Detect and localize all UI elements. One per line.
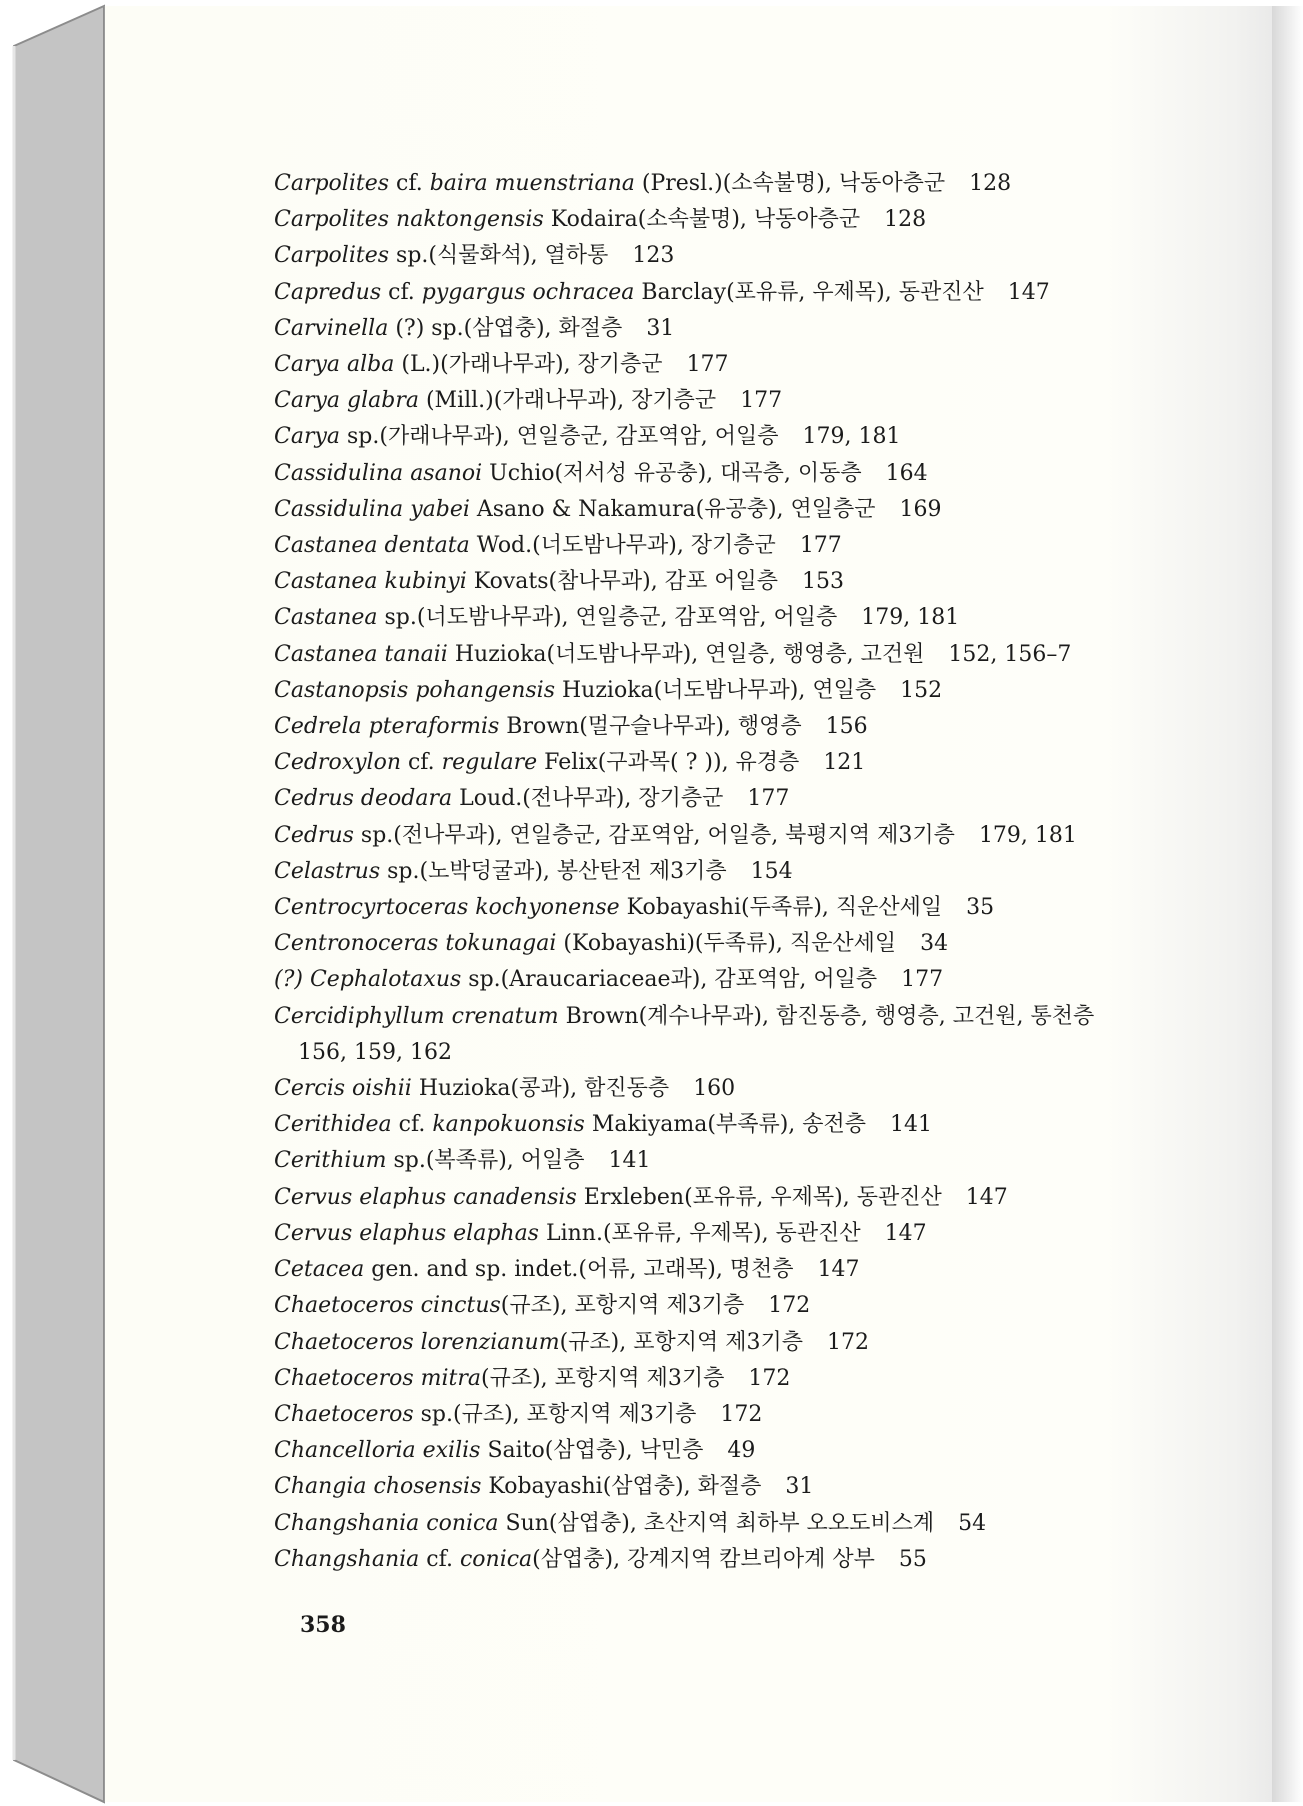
entry-species: exilis <box>422 1438 481 1464</box>
entry-description: Huzioka(너도밤나무과), 연일층, 행영층, 고건원 <box>447 641 925 667</box>
entry-qualifier <box>378 569 385 594</box>
entry-qualifier <box>414 1402 421 1427</box>
entry-description: sp.(노박덩굴과), 봉산탄전 제3기층 <box>387 858 727 884</box>
entry-genus: Cedrus <box>274 822 354 848</box>
entry-genus: Cercis <box>274 1076 346 1102</box>
entry-genus: Carya <box>274 352 341 378</box>
entry-description: (규조), 포항지역 제3기층 <box>481 1365 725 1391</box>
entry-qualifier: cf. <box>389 171 430 196</box>
entry-genus: Cerithidea <box>274 1112 392 1138</box>
entry-species: cinctus <box>420 1293 501 1319</box>
index-entry <box>274 890 1174 926</box>
entry-genus: Cassidulina <box>274 460 404 486</box>
index-entry <box>274 1180 1174 1216</box>
entry-genus: Carpolites <box>274 207 390 233</box>
entry-description: Huzioka(너도밤나무과), 연일층 <box>554 677 877 703</box>
entry-species: pygargus ochracea <box>421 279 635 305</box>
index-entry <box>274 637 1174 673</box>
index-entry <box>274 745 1174 781</box>
entry-genus: Chaetoceros <box>274 1329 414 1355</box>
entry-page-refs: 156 <box>825 714 868 740</box>
index-entry <box>274 962 1174 998</box>
entry-page-refs: 179, 181 <box>861 605 960 631</box>
entry-species: regulare <box>441 750 538 776</box>
entry-description: (규조), 포항지역 제3기층 <box>500 1293 745 1319</box>
entry-genus: Cervus <box>274 1184 353 1210</box>
index-entry <box>274 1143 1174 1179</box>
entry-page-refs: 160 <box>693 1076 736 1102</box>
entry-species: kochyonense <box>475 895 620 921</box>
entry-qualifier <box>362 714 369 739</box>
entry-species: tokunagai <box>445 931 557 957</box>
index-entry <box>274 926 1174 962</box>
index-entry <box>274 709 1174 745</box>
entry-page-refs: 172 <box>826 1329 869 1355</box>
index-entry <box>274 419 1174 455</box>
entry-qualifier <box>445 1004 452 1029</box>
index-entry <box>274 781 1174 817</box>
entry-genus: Cercidiphyllum <box>274 1003 445 1029</box>
entry-description: sp.(규조), 포항지역 제3기층 <box>420 1401 697 1427</box>
entry-description: (규조), 포항지역 제3기층 <box>559 1329 803 1355</box>
entry-qualifier <box>378 642 385 667</box>
entry-page-refs: 55 <box>898 1546 927 1572</box>
index-entry <box>274 1216 1174 1252</box>
entry-qualifier: cf. <box>419 1546 460 1572</box>
index-entry <box>274 347 1174 383</box>
book-spine-shape <box>0 0 108 1806</box>
entry-page-refs: 154 <box>750 858 793 884</box>
entry-species: conica <box>459 1546 533 1572</box>
entry-qualifier <box>340 388 347 413</box>
entry-genus: Carpolites <box>274 243 390 269</box>
entry-genus: Cetacea <box>274 1257 365 1283</box>
entry-genus: Cedrela <box>274 714 362 740</box>
entry-description: (Presl.)(소속불명), 낙동아층군 <box>634 171 946 196</box>
entry-page-refs: 177 <box>740 388 783 414</box>
entry-page-refs: 34 <box>920 931 949 957</box>
index-entry <box>274 1433 1174 1469</box>
entry-page-refs: 172 <box>720 1401 763 1427</box>
entry-description: Asano & Nakamura(유공충), 연일층군 <box>469 496 876 522</box>
entry-description: sp.(Araucariaceae과), 감포역암, 어일층 <box>468 967 878 993</box>
index-entry <box>274 1506 1174 1542</box>
entry-qualifier <box>354 786 361 811</box>
entry-page-refs: 54 <box>958 1510 987 1536</box>
entry-species: kanpokuonsis <box>432 1112 585 1138</box>
entry-page-refs: 147 <box>965 1184 1008 1210</box>
index-entry <box>274 528 1174 564</box>
entry-page-refs: 179, 181 <box>978 822 1077 848</box>
index-entry <box>274 564 1174 600</box>
entry-genus: Capredus <box>274 279 382 305</box>
entry-description: Kovats(참나무과), 감포 어일층 <box>466 569 778 595</box>
entry-qualifier <box>367 1474 374 1499</box>
index-entry <box>274 1071 1174 1107</box>
page-number: 358 <box>300 1612 346 1638</box>
entry-page-refs: 152, 156–7 <box>948 641 1072 667</box>
entry-species: oishii <box>352 1076 412 1102</box>
entry-qualifier <box>416 1438 423 1463</box>
entry-genus: Chaetoceros <box>274 1365 414 1391</box>
entry-qualifier <box>378 605 385 630</box>
entry-qualifier <box>389 243 396 268</box>
entry-genus: Chaetoceros <box>274 1293 414 1319</box>
entry-page-refs: 172 <box>768 1293 811 1319</box>
entry-qualifier <box>345 1076 352 1101</box>
entry-species: pohangensis <box>415 677 555 703</box>
entry-genus: Castanea <box>274 641 378 667</box>
entry-page-refs: 169 <box>899 496 942 522</box>
entry-description: Linn.(포유류, 우제목), 동관진산 <box>538 1220 861 1246</box>
index-entry <box>274 311 1174 347</box>
entry-genus: Cassidulina <box>274 496 404 522</box>
entry-description: sp.(가래나무과), 연일층군, 감포역암, 어일층 <box>347 424 779 450</box>
entry-page-refs: 128 <box>969 171 1012 196</box>
index-entry <box>274 238 1174 274</box>
entry-genus: Chaetoceros <box>274 1401 414 1427</box>
entry-species: chosensis <box>373 1474 482 1500</box>
entry-description: Huzioka(콩과), 함진동층 <box>411 1076 670 1102</box>
entry-genus: Cerithium <box>274 1148 387 1174</box>
entry-page-refs: 31 <box>785 1474 814 1500</box>
entry-species: yabei <box>410 496 470 522</box>
entry-genus: Castanea <box>274 533 378 559</box>
entry-description: Erxleben(포유류, 우제목), 동관진산 <box>576 1184 942 1210</box>
entry-genus: Changia <box>274 1474 367 1500</box>
index-entry <box>274 1469 1174 1505</box>
entry-genus: Changshania <box>274 1510 420 1536</box>
entry-page-refs: 147 <box>1007 279 1050 305</box>
entry-description: Kobayashi(두족류), 직운산세일 <box>619 895 943 921</box>
entry-species: lorenzianum <box>420 1329 560 1355</box>
entry-description: Saito(삼엽충), 낙민층 <box>480 1438 704 1464</box>
entry-page-refs: 179, 181 <box>802 424 901 450</box>
entry-page-refs: 123 <box>632 243 675 269</box>
entry-genus: (?) Cephalotaxus <box>274 967 462 993</box>
entry-description: Loud.(전나무과), 장기층군 <box>452 786 724 812</box>
index-entry <box>274 673 1174 709</box>
entry-genus: Centronoceras <box>274 931 439 957</box>
entry-description: sp.(전나무과), 연일층군, 감포역암, 어일층, 북평지역 제3기층 <box>360 822 955 848</box>
index-entry <box>274 456 1174 492</box>
book-spine <box>0 0 108 1806</box>
entry-description: sp.(복족류), 어일층 <box>393 1148 585 1174</box>
entry-page-refs: 147 <box>884 1220 927 1246</box>
entry-qualifier <box>414 1293 421 1318</box>
index-entry <box>274 600 1174 636</box>
entry-description: Sun(삼엽충), 초산지역 최하부 오오도비스계 <box>498 1510 935 1536</box>
index-entry <box>274 999 1154 1071</box>
index-entry <box>274 1325 1174 1361</box>
entry-genus: Cedroxylon <box>274 750 401 776</box>
index-entry <box>274 275 1174 311</box>
entry-description: Uchio(저서성 유공충), 대곡층, 이동층 <box>482 460 862 486</box>
entry-genus: Castanopsis <box>274 677 409 703</box>
entry-page-refs: 35 <box>966 895 995 921</box>
index-entry-list <box>274 166 1174 1578</box>
entry-description: Kodaira(소속불명), 낙동아층군 <box>543 207 861 233</box>
entry-genus: Centrocyrtoceras <box>274 895 469 921</box>
entry-qualifier <box>414 1366 421 1391</box>
index-entry <box>274 166 1174 202</box>
index-entry <box>274 202 1174 238</box>
index-entry <box>274 1288 1174 1324</box>
entry-qualifier: cf. <box>381 279 422 305</box>
entry-description: sp.(식물화석), 열하통 <box>396 243 609 269</box>
entry-genus: Cedrus <box>274 786 354 812</box>
entry-qualifier: cf. <box>400 750 442 776</box>
entry-species: dentata <box>384 533 470 559</box>
index-entry <box>274 383 1174 419</box>
index-entry <box>274 1252 1174 1288</box>
entry-description: Barclay(포유류, 우제목), 동관진산 <box>634 279 984 305</box>
entry-page-refs: 31 <box>646 315 675 341</box>
entry-genus: Celastrus <box>274 858 381 884</box>
entry-page-refs: 147 <box>817 1257 860 1283</box>
entry-species: kubinyi <box>384 569 467 595</box>
entry-species: mitra <box>420 1365 481 1391</box>
entry-description: (Mill.)(가래나무과), 장기층군 <box>418 388 717 414</box>
entry-qualifier <box>340 352 347 377</box>
entry-page-refs: 121 <box>823 750 866 776</box>
entry-page-refs: 177 <box>799 533 842 559</box>
page-edge-shadow <box>1272 6 1303 1802</box>
entry-species: pteraformis <box>368 714 500 740</box>
entry-species: alba <box>347 352 395 378</box>
entry-genus: Chancelloria <box>274 1438 416 1464</box>
index-entry <box>274 1107 1174 1143</box>
entry-qualifier <box>340 424 347 449</box>
entry-species: tanaii <box>384 641 448 667</box>
entry-species: asanoi <box>410 460 483 486</box>
entry-page-refs: 49 <box>727 1438 756 1464</box>
entry-qualifier <box>354 823 361 848</box>
entry-page-refs: 164 <box>885 460 928 486</box>
entry-genus: Carpolites <box>274 171 390 196</box>
entry-page-refs: 128 <box>884 207 927 233</box>
entry-qualifier <box>414 1330 421 1355</box>
entry-page-refs: 177 <box>901 967 944 993</box>
entry-species: glabra <box>347 388 419 414</box>
entry-page-refs: 177 <box>686 352 729 378</box>
entry-description: Makiyama(부족류), 송전층 <box>584 1112 867 1138</box>
index-entry <box>274 492 1174 528</box>
entry-species: baira muenstriana <box>429 171 635 196</box>
entry-species: elaphus elaphas <box>359 1220 539 1246</box>
entry-species: naktongensis <box>396 207 544 233</box>
entry-description: Kobayashi(삼엽충), 화절층 <box>481 1474 762 1500</box>
entry-species: conica <box>426 1510 499 1536</box>
entry-genus: Changshania <box>274 1546 420 1572</box>
entry-page-refs: 153 <box>801 569 844 595</box>
entry-qualifier <box>389 207 396 232</box>
entry-description: gen. and sp. indet.(어류, 고래목), 명천층 <box>371 1257 794 1283</box>
index-entry <box>274 854 1174 890</box>
entry-genus: Carya <box>274 388 341 414</box>
entry-description: (Kobayashi)(두족류), 직운산세일 <box>556 931 897 957</box>
entry-page-refs: 141 <box>608 1148 651 1174</box>
entry-species: elaphus canadensis <box>359 1184 577 1210</box>
entry-description: Wod.(너도밤나무과), 장기층군 <box>469 533 776 559</box>
entry-genus: Carvinella <box>274 315 389 341</box>
entry-description: Brown(계수나무과), 함진동층, 행영층, 고건원, 통천층 <box>558 1003 1095 1029</box>
entry-description: (?) sp.(삼엽충), 화절층 <box>395 315 623 341</box>
entry-description: Brown(멀구슬나무과), 행영층 <box>499 714 802 740</box>
entry-page-refs: 141 <box>890 1112 933 1138</box>
index-entry <box>274 1397 1174 1433</box>
entry-description: Felix(구과목( ? )), 유경층 <box>537 750 800 776</box>
entry-genus: Castanea <box>274 605 378 631</box>
index-entry <box>274 818 1174 854</box>
entry-qualifier <box>378 533 385 558</box>
entry-species: deodara <box>360 786 453 812</box>
entry-page-refs: 152 <box>900 677 943 703</box>
entry-species: crenatum <box>451 1003 559 1029</box>
entry-page-refs: 177 <box>747 786 790 812</box>
entry-genus: Cervus <box>274 1220 353 1246</box>
entry-description: sp.(너도밤나무과), 연일층군, 감포역암, 어일층 <box>384 605 838 631</box>
entry-page-refs: 172 <box>748 1365 791 1391</box>
entry-description: (L.)(가래나무과), 장기층군 <box>394 352 663 378</box>
index-entry <box>274 1542 1174 1578</box>
index-entry <box>274 1361 1174 1397</box>
entry-page-refs: 156, 159, 162 <box>298 1039 452 1065</box>
entry-qualifier: cf. <box>391 1112 433 1138</box>
entry-genus: Carya <box>274 424 341 450</box>
entry-description: (삼엽충), 강계지역 캄브리아계 상부 <box>532 1546 875 1572</box>
entry-genus: Castanea <box>274 569 378 595</box>
